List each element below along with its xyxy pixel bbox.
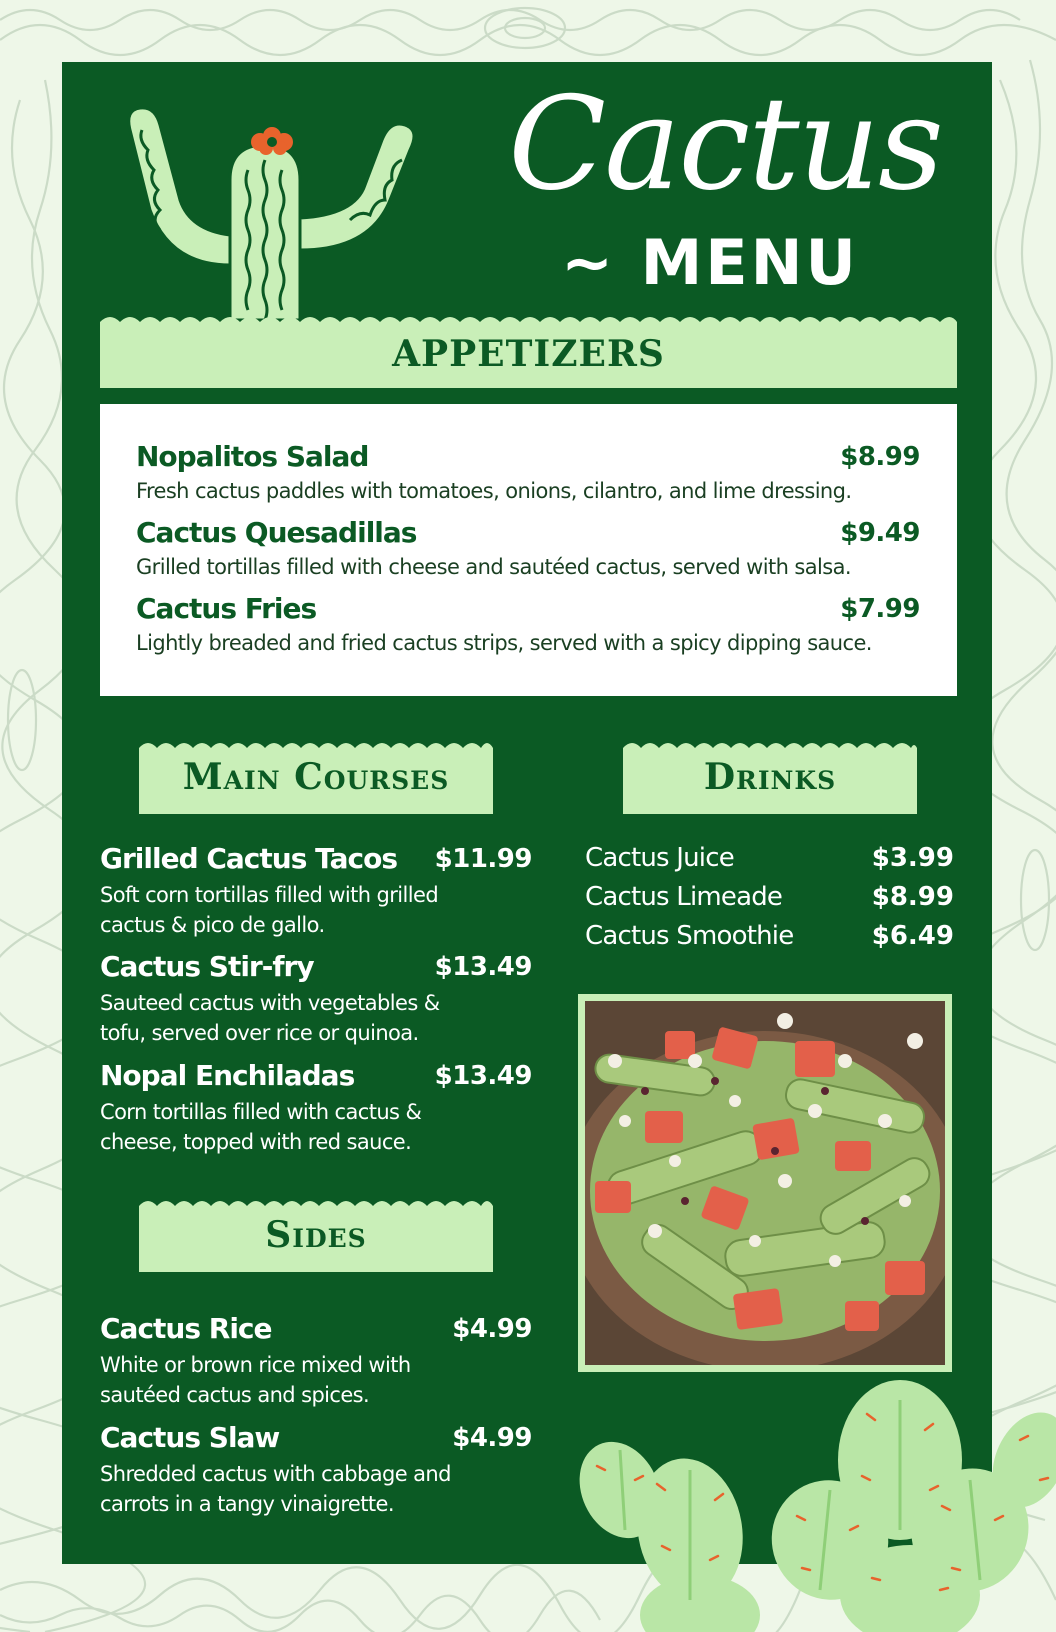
side-description: carrots in a tangy vinaigrette. bbox=[100, 1492, 394, 1516]
menu-subtitle: ~ MENU bbox=[561, 226, 859, 299]
main-course-name: Cactus Stir-fry bbox=[100, 950, 314, 983]
main-course-description: Soft corn tortillas filled with grilled bbox=[100, 883, 439, 907]
appetizers-banner bbox=[100, 312, 957, 388]
drink-name: Cactus Juice bbox=[585, 843, 734, 873]
main-course-price: $13.49 bbox=[434, 1061, 532, 1091]
side-price: $4.99 bbox=[452, 1314, 532, 1344]
menu-title: Cactus bbox=[508, 70, 942, 219]
main-course-price: $11.99 bbox=[434, 844, 532, 874]
side-description: sautéed cactus and spices. bbox=[100, 1383, 370, 1407]
prickly-pear-icon bbox=[570, 1380, 1056, 1632]
side-description: White or brown rice mixed with bbox=[100, 1353, 411, 1377]
side-description: Shredded cactus with cabbage and bbox=[100, 1462, 451, 1486]
main-course-description: cheese, topped with red sauce. bbox=[100, 1130, 412, 1154]
main-courses-banner bbox=[139, 738, 493, 814]
main-course-description: cactus & pico de gallo. bbox=[100, 913, 325, 937]
main-course-description: Corn tortillas filled with cactus & bbox=[100, 1100, 422, 1124]
drink-price: $6.49 bbox=[871, 921, 954, 951]
drink-name: Cactus Smoothie bbox=[585, 921, 794, 951]
cactus-salad-photo bbox=[578, 994, 952, 1372]
drink-price: $8.99 bbox=[871, 882, 954, 912]
appetizer-price: $7.99 bbox=[840, 594, 920, 624]
appetizer-price: $8.99 bbox=[840, 442, 920, 472]
sides-heading: Sides bbox=[265, 1214, 367, 1256]
cactus-icon bbox=[120, 90, 450, 320]
drink-name: Cactus Limeade bbox=[585, 882, 783, 912]
main-courses-heading: Main Courses bbox=[182, 756, 450, 798]
appetizer-name: Cactus Fries bbox=[136, 592, 317, 625]
main-course-description: Sauteed cactus with vegetables & bbox=[100, 991, 440, 1015]
appetizers-heading: APPETIZERS bbox=[392, 333, 665, 375]
appetizer-price: $9.49 bbox=[840, 518, 920, 548]
main-course-price: $13.49 bbox=[434, 952, 532, 982]
drinks-heading: Drinks bbox=[703, 756, 837, 798]
side-name: Cactus Slaw bbox=[100, 1421, 280, 1454]
appetizer-description: Fresh cactus paddles with tomatoes, onions, cilantro, and lime dressing. bbox=[136, 479, 852, 503]
main-course-name: Nopal Enchiladas bbox=[100, 1059, 355, 1092]
appetizer-description: Grilled tortillas filled with cheese and sautéed cactus, served with salsa. bbox=[136, 555, 851, 579]
appetizer-description: Lightly breaded and fried cactus strips, served with a spicy dipping sauce. bbox=[136, 631, 872, 655]
side-name: Cactus Rice bbox=[100, 1312, 272, 1345]
drinks-banner bbox=[623, 738, 917, 814]
sides-banner bbox=[139, 1196, 493, 1272]
main-course-description: tofu, served over rice or quinoa. bbox=[100, 1021, 419, 1045]
main-course-name: Grilled Cactus Tacos bbox=[100, 842, 398, 875]
salad-illustration bbox=[585, 1001, 945, 1365]
appetizers-list bbox=[100, 404, 957, 696]
appetizer-name: Nopalitos Salad bbox=[136, 440, 369, 473]
appetizer-name: Cactus Quesadillas bbox=[136, 516, 417, 549]
side-price: $4.99 bbox=[452, 1423, 532, 1453]
drink-price: $3.99 bbox=[871, 843, 954, 873]
